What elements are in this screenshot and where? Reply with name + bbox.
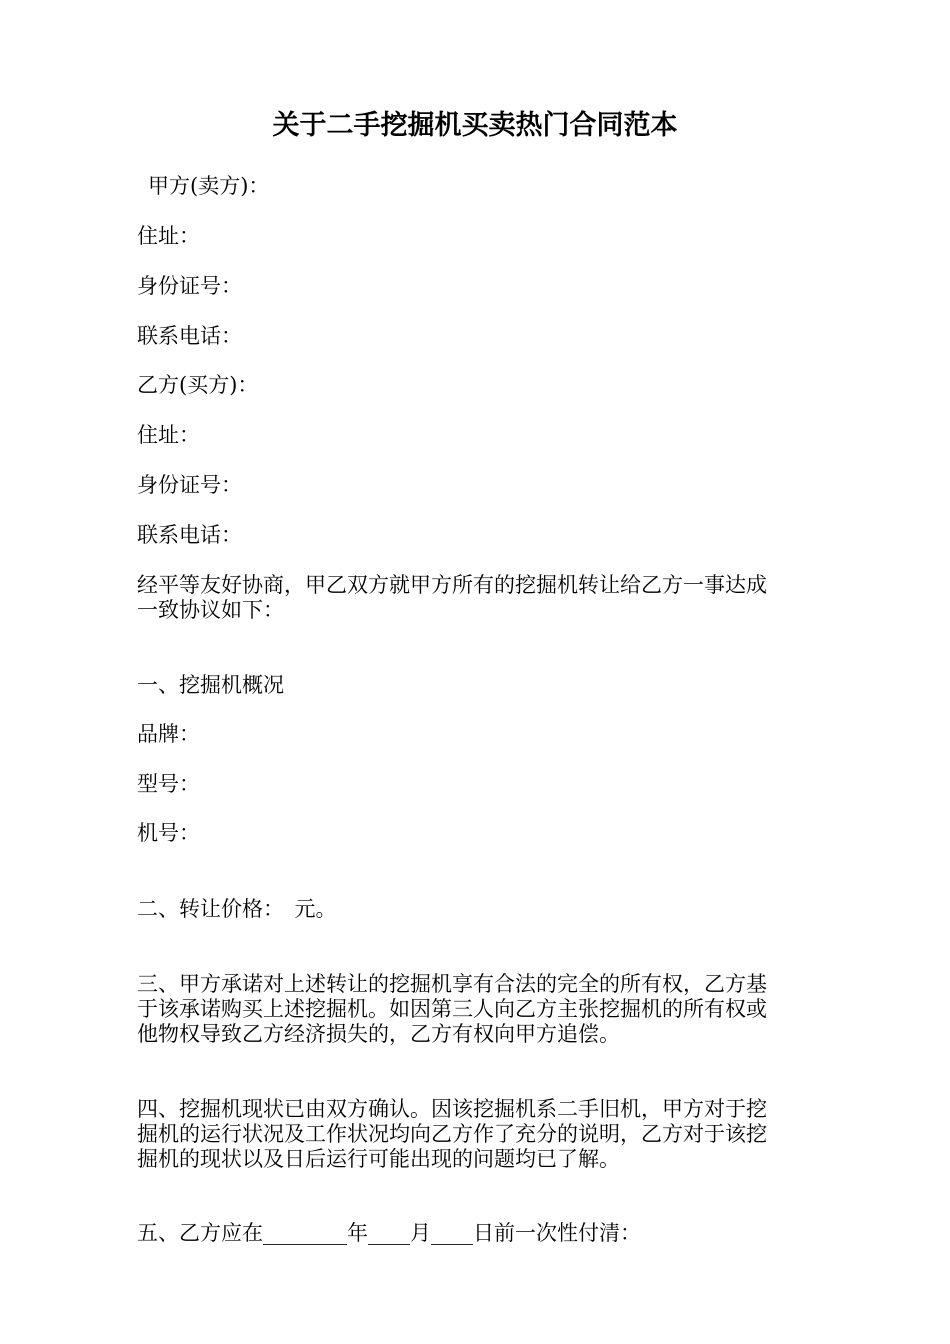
section5-payment: 五、乙方应在________年____月____日前一次性付清： [137, 1221, 641, 1245]
party-a-phone: 联系电话： [137, 324, 242, 348]
document-title: 关于二手挖掘机买卖热门合同范本 [272, 110, 678, 141]
section4-line: 掘机的现状以及日后运行可能出现的问题均已了解。 [137, 1147, 620, 1171]
section3-paragraph [137, 972, 817, 1047]
party-b-address: 住址： [137, 423, 200, 447]
section3-line: 三、甲方承诺对上述转让的挖掘机享有合法的完全的所有权，乙方基 [137, 972, 767, 996]
section4-line: 掘机的运行状况及工作状况均向乙方作了充分的说明，乙方对于该挖 [137, 1122, 767, 1146]
section2-price: 二、转让价格： 元。 [137, 897, 337, 921]
section4-paragraph [137, 1097, 817, 1172]
intro-line: 经平等友好协商，甲乙双方就甲方所有的挖掘机转让给乙方一事达成 [137, 573, 767, 597]
section3-line: 他物权导致乙方经济损失的，乙方有权向甲方追偿。 [137, 1022, 620, 1046]
party-b-id-number: 身份证号： [137, 473, 242, 497]
party-b-label: 乙方(买方)： [137, 373, 259, 397]
section1-heading: 一、挖掘机概况 [137, 673, 284, 697]
section1-model: 型号： [137, 772, 200, 796]
section4-line: 四、挖掘机现状已由双方确认。因该挖掘机系二手旧机，甲方对于挖 [137, 1097, 767, 1121]
section1-serial: 机号： [137, 821, 200, 845]
section3-line: 于该承诺购买上述挖掘机。如因第三人向乙方主张挖掘机的所有权或 [137, 997, 767, 1021]
party-a-address: 住址： [137, 224, 200, 248]
party-b-phone: 联系电话： [137, 523, 242, 547]
section1-brand: 品牌： [137, 722, 200, 746]
intro-line: 一致协议如下： [137, 598, 284, 622]
party-a-id-number: 身份证号： [137, 274, 242, 298]
intro-paragraph [137, 573, 817, 623]
party-a-label: 甲方(卖方)： [148, 174, 270, 198]
